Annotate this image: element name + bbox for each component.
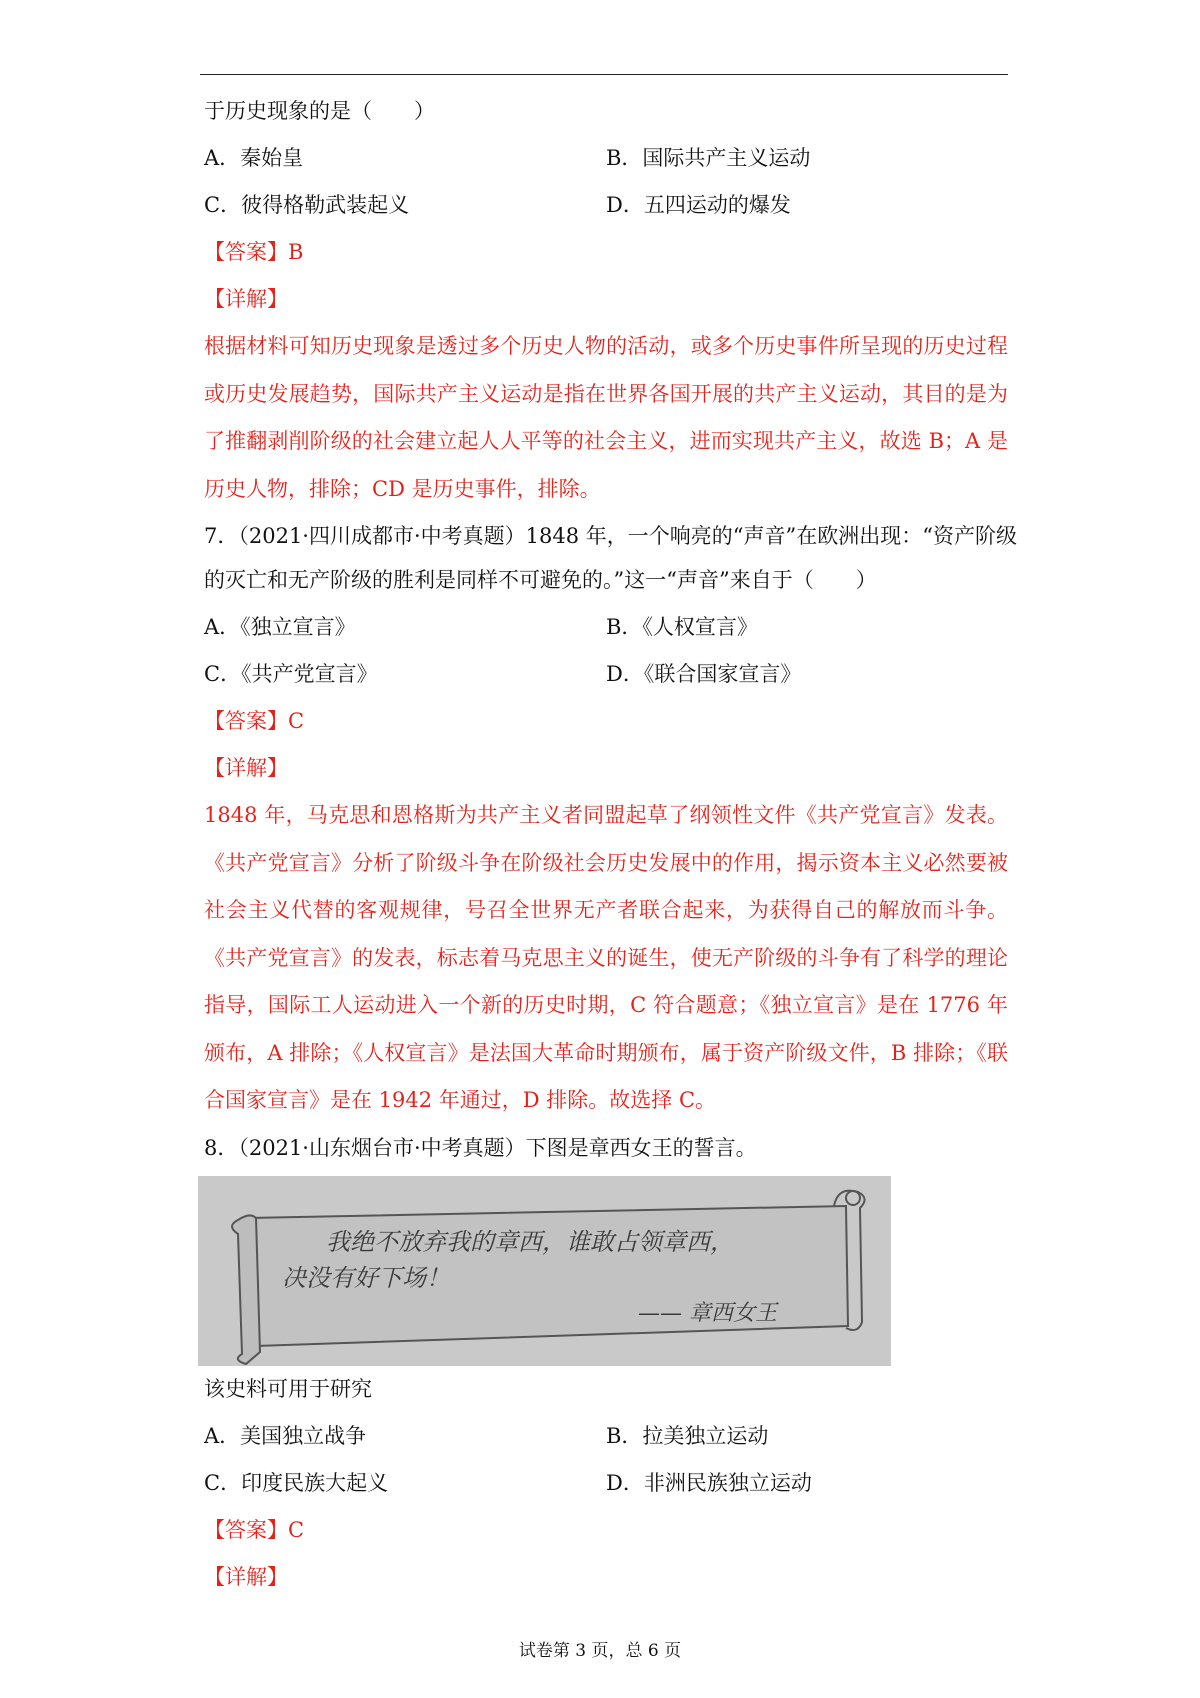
q8-option-c: C．印度民族大起义 (204, 1470, 389, 1495)
q8-answer: 【答案】C (204, 1517, 305, 1542)
q8-option-a: A．美国独立战争 (204, 1423, 367, 1448)
q6-option-c: C．彼得格勒武装起义 (204, 193, 410, 217)
q6-stem-tail: 于历史现象的是（ ） (204, 99, 435, 123)
q7-option-c: C．《共产党宣言》 (204, 662, 378, 686)
q7-options-row2 (204, 659, 1008, 690)
q6-option-d: D．五四运动的爆发 (606, 193, 791, 217)
q8-options-row1 (204, 1421, 1008, 1452)
q7-options-row1 (204, 612, 1008, 643)
q6-option-a: A．秦始皇 (204, 146, 304, 170)
q6-detail-text: 根据材料可知历史现象是透过多个历史人物的活动，或多个历史事件所呈现的历史过程或历史发展趋势，国际共产主义运动是指在世界各国开展的共产主义运动，其目的是为了推翻剥削阶级的社会建立起人人平等的社会主义，进而实现共产主义，故选 B；A 是历史人物，排除；CD 是历史事件，排除。 (204, 334, 1008, 501)
q8-after-image: 该史料可用于研究 (204, 1376, 372, 1401)
q7-option-d: D．《联合国家宣言》 (606, 662, 802, 686)
q6-options-row2 (204, 190, 1008, 221)
page-content (204, 96, 1017, 1609)
q7-stem-line2: 的灭亡和无产阶级的胜利是同样不可避免的。”这一“声音”来自于（ ） (204, 568, 877, 592)
q7-detail-label: 【详解】 (204, 756, 288, 780)
page-footer: 试卷第 3 页，总 6 页 (518, 1641, 682, 1661)
q8-options-row2 (204, 1468, 1008, 1499)
q8-option-d: D．非洲民族独立运动 (606, 1470, 812, 1495)
q6-options-row1 (204, 143, 1008, 174)
q7-detail-text: 1848 年，马克思和恩格斯为共产主义者同盟起草了纲领性文件《共产党宣言》发表。《共产党宣言》分析了阶级斗争在阶级社会历史发展中的作用，揭示资本主义必然要被社会主义代替的客观规律，号召全世界无产者联合起来，为获得自己的解放而斗争。《共产党宣言》的发表，标志着马克思主义的诞生，使无产阶级的斗争有了科学的理论指导，国际工人运动进入一个新的历史时期，C 符合题意；《独立宣言》是在 1776 年颁布，A 排除；《人权宣言》是法国大革命时期颁布，属于资产阶级文件，B 排除；《联合国家宣言》是在 1942 年通过，D 排除。故选择 C。 (204, 803, 1008, 1112)
q8-stem: 8．（2021·山东烟台市·中考真题）下图是章西女王的誓言。 (204, 1135, 757, 1160)
q6-option-b: B．国际共产主义运动 (606, 146, 811, 170)
q7-option-a: A．《独立宣言》 (204, 615, 356, 639)
scroll-line-2: 决没有好下场！ (282, 1263, 450, 1292)
scroll-signature: —— 章西女王 (638, 1300, 777, 1326)
q7-option-b: B．《人权宣言》 (606, 615, 758, 639)
q8-detail-label: 【详解】 (204, 1564, 288, 1589)
queen-vow-scroll-image (198, 1176, 891, 1366)
q7-stem-line1: 7．（2021·四川成都市·中考真题）1848 年，一个响亮的“声音”在欧洲出现：“资产阶级 (204, 524, 1017, 548)
scroll-line-1: 我绝不放弃我的章西，谁敢占领章西， (326, 1227, 734, 1256)
q7-answer: 【答案】C (204, 709, 305, 733)
q6-answer: 【答案】B (204, 240, 304, 264)
q6-detail-label: 【详解】 (204, 287, 288, 311)
header-rule (200, 74, 1008, 75)
q8-option-b: B．拉美独立运动 (606, 1423, 769, 1448)
